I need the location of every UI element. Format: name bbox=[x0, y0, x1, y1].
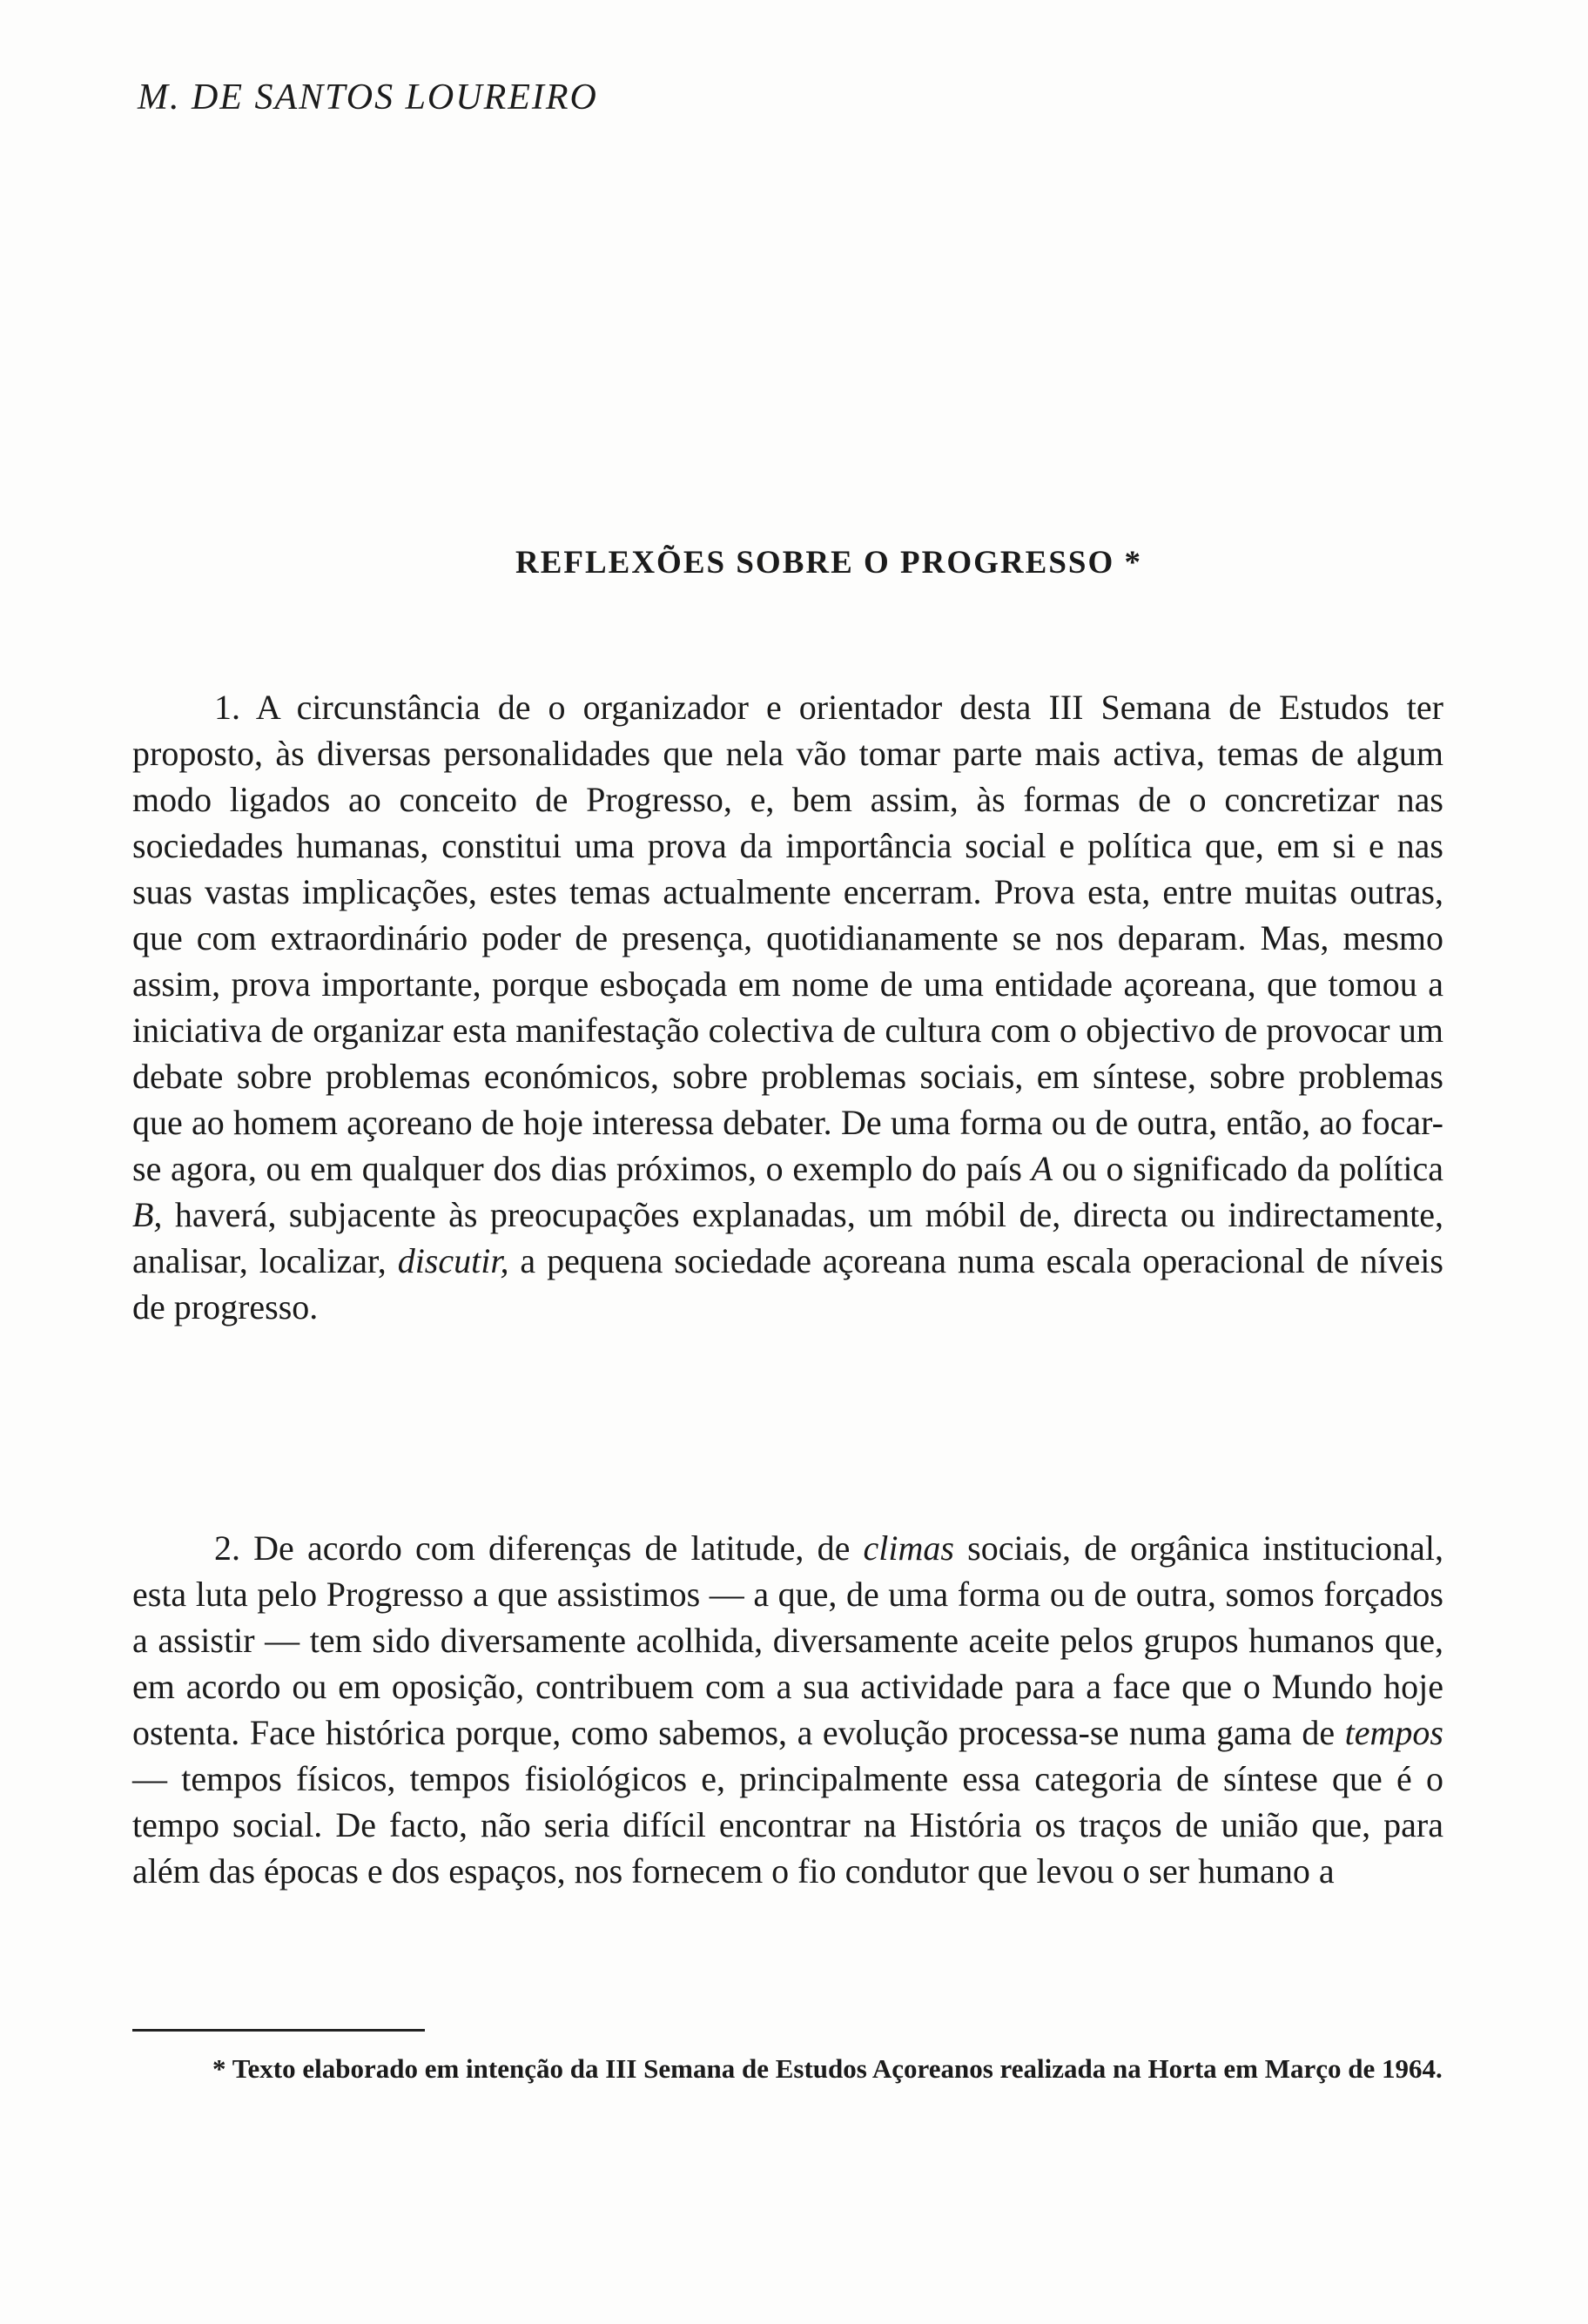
italic-emphasis: B, bbox=[132, 1195, 163, 1234]
paragraph-1-text bbox=[132, 684, 1443, 1330]
paragraph-number: 1. bbox=[214, 688, 240, 727]
italic-emphasis: climas bbox=[863, 1528, 954, 1568]
paragraph-text-segment: — tempos físicos, tempos fisiológicos e, principalmente essa categoria de síntese que é o tempo social. De facto, não seria difícil encontrar na História os traços de união que, para além das épocas e dos espaços, nos fornecem o fio condutor que levou o ser humano a bbox=[132, 1759, 1443, 1891]
italic-emphasis: A bbox=[1031, 1149, 1053, 1188]
paragraph-1 bbox=[132, 684, 1443, 1330]
paragraph-text-segment: haverá, subjacente às preocupações explanadas, um móbil de, directa ou indirectamente, analisar, localizar, bbox=[132, 1195, 1443, 1280]
paragraph-2-text bbox=[132, 1525, 1443, 1894]
italic-emphasis: discutir, bbox=[397, 1241, 509, 1280]
paragraph-text-segment: a pequena sociedade açoreana numa escala operacional de níveis de progresso. bbox=[132, 1241, 1443, 1327]
paragraph-text-segment: ou o significado da política bbox=[1053, 1149, 1443, 1188]
running-header-author: M. DE SANTOS LOUREIRO bbox=[138, 77, 598, 118]
paragraph-text-segment: A circunstância de o organizador e orientador desta III Semana de Estudos ter proposto, às diversas personalidades que nela vão tomar parte mais activa, temas de algum modo ligados ao conceito de Progresso, e, bem assim, às formas de o concretizar nas sociedades humanas, constitui uma prova da importância social e política que, em si e nas suas vastas implicações, estes temas actualmente encerram. Prova esta, entre muitas outras, que com extraordinário poder de presença, quotidianamente se nos deparam. Mas, mesmo assim, prova importante, porque esboçada em nome de uma entidade açoreana, que tomou a iniciativa de organizar esta manifestação colectiva de cultura com o objectivo de provocar um debate sobre problemas económicos, sobre problemas sociais, em síntese, sobre problemas que ao homem açoreano de hoje interessa debater. De uma forma ou de outra, então, ao focar-se agora, ou em qualquer dos dias próximos, o exemplo do país bbox=[132, 688, 1443, 1188]
paragraph-text-segment: sociais, de orgânica institucional, esta luta pelo Progresso a que assistimos — a que, de uma forma ou de outra, somos forçados a assistir — tem sido diversamente acolhida, diversamente aceite pelos grupos humanos que, em acordo ou em oposição, contribuem com a sua actividade para a face que o Mundo hoje ostenta. Face histórica porque, como sabemos, a evolução processa-se numa gama de bbox=[132, 1528, 1443, 1752]
paragraph-text-segment: De acordo com diferenças de latitude, de bbox=[253, 1528, 864, 1568]
italic-emphasis: tempos bbox=[1344, 1713, 1443, 1752]
paragraph-number: 2. bbox=[214, 1528, 240, 1568]
footnote bbox=[132, 2050, 1443, 2088]
article-title: REFLEXÕES SOBRE O PROGRESSO * bbox=[515, 545, 1143, 581]
footnote-text: * Texto elaborado em intenção da III Semana de Estudos Açoreanos realizada na Horta em Março de 1964. bbox=[212, 2053, 1443, 2084]
footnote-separator bbox=[132, 2029, 425, 2032]
paragraph-2 bbox=[132, 1525, 1443, 1894]
